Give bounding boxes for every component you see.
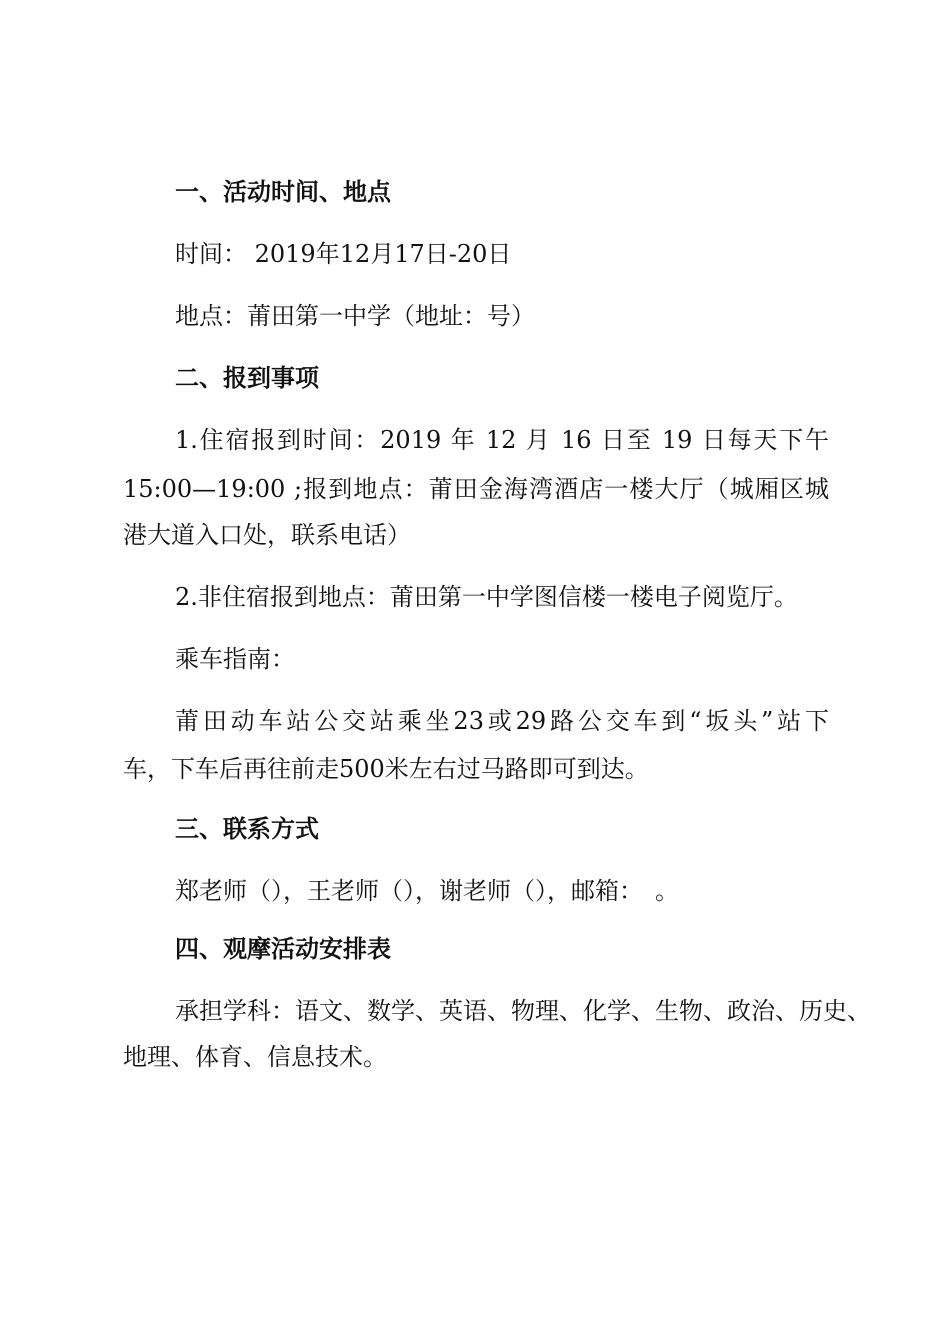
transit-guide-line-1: 莆田动车站公交站乘坐23或29路公交车到“坂头”站下 bbox=[175, 707, 829, 735]
lodging-registration-line-1: 1.住宿报到时间：2019 年 12 月 16 日至 19 日每天下午 bbox=[175, 426, 829, 454]
lodging-registration-line-2: 15:00—19:00 ;报到地点：莆田金海湾酒店一楼大厅（城厢区城 bbox=[123, 475, 829, 503]
lodging-registration-line-3: 港大道入口处，联系电话） bbox=[123, 521, 411, 549]
section-1-heading: 一、活动时间、地点 bbox=[175, 178, 391, 206]
section-4-heading: 四、观摩活动安排表 bbox=[175, 935, 391, 963]
subjects-line-1: 承担学科：语文、数学、英语、物理、化学、生物、政治、历史、 bbox=[175, 997, 871, 1025]
activity-location: 地点：莆田第一中学（地址：号） bbox=[175, 302, 535, 330]
section-3-heading: 三、联系方式 bbox=[175, 815, 319, 843]
transit-guide-line-2: 车，下车后再往前走500米左右过马路即可到达。 bbox=[123, 755, 649, 783]
contact-details: 郑老师（），王老师（），谢老师（），邮箱： 。 bbox=[175, 877, 679, 905]
activity-time: 时间： 2019年12月17日-20日 bbox=[175, 240, 512, 268]
transit-guide-heading: 乘车指南： bbox=[175, 645, 295, 673]
section-2-heading: 二、报到事项 bbox=[175, 364, 319, 392]
non-lodging-registration: 2.非住宿报到地点：莆田第一中学图信楼一楼电子阅览厅。 bbox=[175, 583, 798, 611]
subjects-line-2: 地理、体育、信息技术。 bbox=[123, 1043, 387, 1071]
